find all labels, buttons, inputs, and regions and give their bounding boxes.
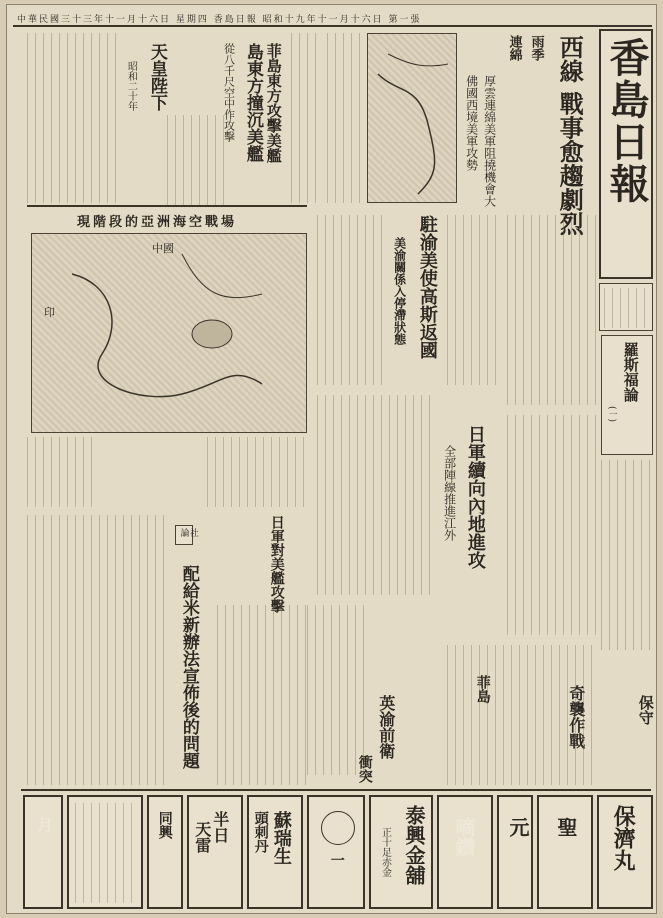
headline-conflict: 衝突	[356, 755, 373, 783]
west-front-body	[507, 215, 597, 405]
headline-japan-advance: 日軍續向內地進攻	[464, 425, 486, 569]
left-mid-body-2	[207, 437, 307, 507]
imperial-body	[27, 33, 119, 203]
japan-body	[317, 395, 437, 595]
newspaper-page	[6, 4, 657, 914]
dynamic-body	[447, 645, 597, 785]
headline-air-sub2: 菲島東方攻擊美艦	[264, 43, 283, 163]
small-map-svg	[368, 34, 458, 204]
review-sub: (一)	[606, 406, 617, 423]
envoy-body-2	[447, 215, 503, 385]
ad-tai-sub: 正十足赤金	[379, 827, 391, 877]
ad-di	[437, 795, 493, 909]
ad-tian-lei-text: 天雷	[192, 821, 212, 853]
masthead-box	[599, 29, 653, 279]
ad-yuan	[497, 795, 533, 909]
mid-body	[307, 605, 367, 775]
map-rule	[27, 205, 307, 207]
ad-yuan-text: 元	[506, 817, 530, 837]
ad-su-rui-text: 蘇瑞生	[270, 811, 292, 865]
ad-sheng	[537, 795, 593, 909]
envoy-body	[317, 215, 387, 385]
ad-bao-ji-text: 保濟丸	[610, 805, 637, 871]
headline-japan-sub: 全部陣線推進江外	[442, 445, 457, 541]
headline-raining: 雨季	[528, 35, 544, 61]
navy-body	[291, 33, 321, 203]
ad-di-text: 嘀鑽	[452, 817, 476, 857]
headline-air-sub: 從八千尺空中作攻擊	[222, 43, 236, 142]
headline-dynamic: 奇襲作戰	[566, 685, 586, 749]
big-map-svg	[32, 234, 308, 434]
headline-envoy-sub: 美渝關係入停滯狀態	[392, 237, 407, 345]
ad-bao-ji	[597, 795, 653, 909]
headline-west-front: 西線 戰事愈趨劇烈	[555, 35, 585, 236]
headline-protect: 保守	[636, 695, 655, 725]
ad-sheng-text: 聖	[554, 817, 578, 837]
dateline-text: 中華民國三十三年十一月十六日 星期四 香島日報 昭和十九年十一月十六日 第一張	[17, 14, 422, 25]
review-box	[601, 335, 653, 455]
masthead-title: 香島日報	[603, 37, 650, 205]
ad-ban-ri	[187, 795, 243, 909]
subhead-1: 厚雲連綿美軍阻撓機會大	[482, 75, 497, 207]
headline-envoy: 駐渝美使高斯返國	[416, 215, 438, 359]
review-title: 羅斯福論	[621, 342, 640, 402]
ad-tong-xing	[147, 795, 183, 909]
issue-box	[599, 283, 653, 331]
ad-rule	[21, 789, 651, 791]
small-map-side-text	[327, 33, 363, 203]
left-mid-body	[27, 437, 97, 507]
ad-tong-xing-text: 同興	[156, 811, 173, 839]
ad-yue	[23, 795, 63, 909]
ad-su-rui	[247, 795, 303, 909]
dateline-bar	[13, 11, 652, 27]
map-label-china: 中國	[152, 242, 174, 255]
ad-shop	[67, 795, 143, 909]
headline-kill: 菲島	[474, 675, 491, 703]
ad-tai-xing-text: 泰興金舖	[402, 805, 426, 885]
japan-body-2	[507, 415, 597, 635]
air-body	[167, 115, 227, 205]
headline-imperial-sub: 昭和二十年	[125, 61, 137, 111]
ad-tong-text: 一	[328, 853, 345, 867]
comment-tag	[175, 525, 198, 545]
ad-tai-xing	[369, 795, 433, 909]
headline-eng: 英渝前衛	[376, 695, 396, 759]
issue-lines	[604, 288, 650, 328]
headline-fire: 日軍對美艦攻擊	[268, 515, 285, 613]
comment-label: 社論	[178, 528, 198, 537]
headline-air: 島東方撞沉美艦	[242, 43, 263, 162]
small-map	[367, 33, 457, 203]
map-title: 現階段的亞洲海空戰場	[77, 215, 238, 230]
ad-tong-portrait	[321, 811, 355, 845]
fire-body	[217, 605, 307, 785]
headline-imperial: 天皇陛下	[146, 43, 167, 111]
ad-tong	[307, 795, 365, 909]
ratio-body	[27, 515, 167, 785]
ad-tou-ci-text: 頭刺丹	[252, 811, 269, 853]
map-label-india: 印	[44, 306, 55, 319]
right-column-text	[601, 460, 653, 650]
headline-continue: 連綿	[506, 35, 522, 61]
ad-yue-text: 月	[34, 817, 54, 833]
big-map	[31, 233, 307, 433]
ad-shop-lines	[75, 803, 139, 903]
ad-ban-ri-text: 半日	[210, 811, 230, 843]
headline-ratio: 配給米新辦法宣佈後的問題	[178, 565, 199, 769]
subhead-2: 佛國西境美軍攻勢	[464, 75, 479, 171]
